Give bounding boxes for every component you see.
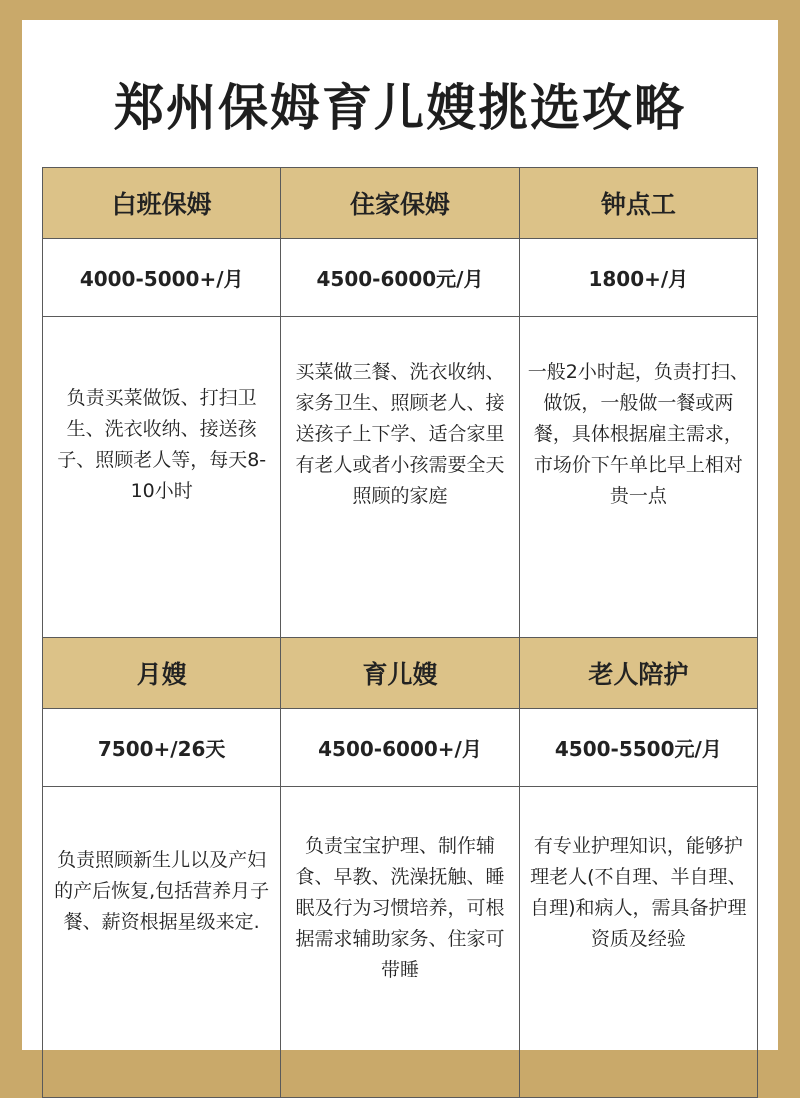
type-header-day-nanny: 白班保姆 [43, 168, 281, 239]
desc-hourly-worker: 一般2小时起，负责打扫、做饭，一般做一餐或两餐，具体根据雇主需求，市场价下午单比早上相对贵一点 [519, 317, 757, 638]
type-header-hourly-worker: 钟点工 [519, 168, 757, 239]
type-header-live-in-nanny: 住家保姆 [281, 168, 519, 239]
table-row [43, 709, 758, 787]
type-header-elderly-care: 老人陪护 [519, 638, 757, 709]
table-row [43, 317, 758, 638]
price-maternity-nurse: 7500+/26天 [43, 709, 281, 787]
price-day-nanny: 4000-5000+/月 [43, 239, 281, 317]
price-hourly-worker: 1800+/月 [519, 239, 757, 317]
desc-maternity-nurse: 负责照顾新生儿以及产妇的产后恢复,包括营养月子餐、薪资根据星级来定. [43, 787, 281, 1098]
page-title: 郑州保姆育儿嫂挑选攻略 [114, 79, 686, 137]
price-elderly-care: 4500-5500元/月 [519, 709, 757, 787]
desc-live-in-nanny: 买菜做三餐、洗衣收纳、家务卫生、照顾老人、接送孩子上下学、适合家里有老人或者小孩需要全天照顾的家庭 [281, 317, 519, 638]
desc-elderly-care: 有专业护理知识，能够护理老人(不自理、半自理、自理)和病人，需具备护理资质及经验 [519, 787, 757, 1098]
table-row [43, 638, 758, 709]
table-row [43, 168, 758, 239]
type-header-nanny: 育儿嫂 [281, 638, 519, 709]
guide-card [22, 20, 778, 1050]
table-row [43, 787, 758, 1098]
desc-day-nanny: 负责买菜做饭、打扫卫生、洗衣收纳、接送孩子、照顾老人等，每天8-10小时 [43, 317, 281, 638]
desc-nanny: 负责宝宝护理、制作辅食、早教、洗澡抚触、睡眠及行为习惯培养，可根据需求辅助家务、住家可带睡 [281, 787, 519, 1098]
service-table [42, 167, 758, 1098]
price-nanny: 4500-6000+/月 [281, 709, 519, 787]
price-live-in-nanny: 4500-6000元/月 [281, 239, 519, 317]
table-row [43, 239, 758, 317]
type-header-maternity-nurse: 月嫂 [43, 638, 281, 709]
